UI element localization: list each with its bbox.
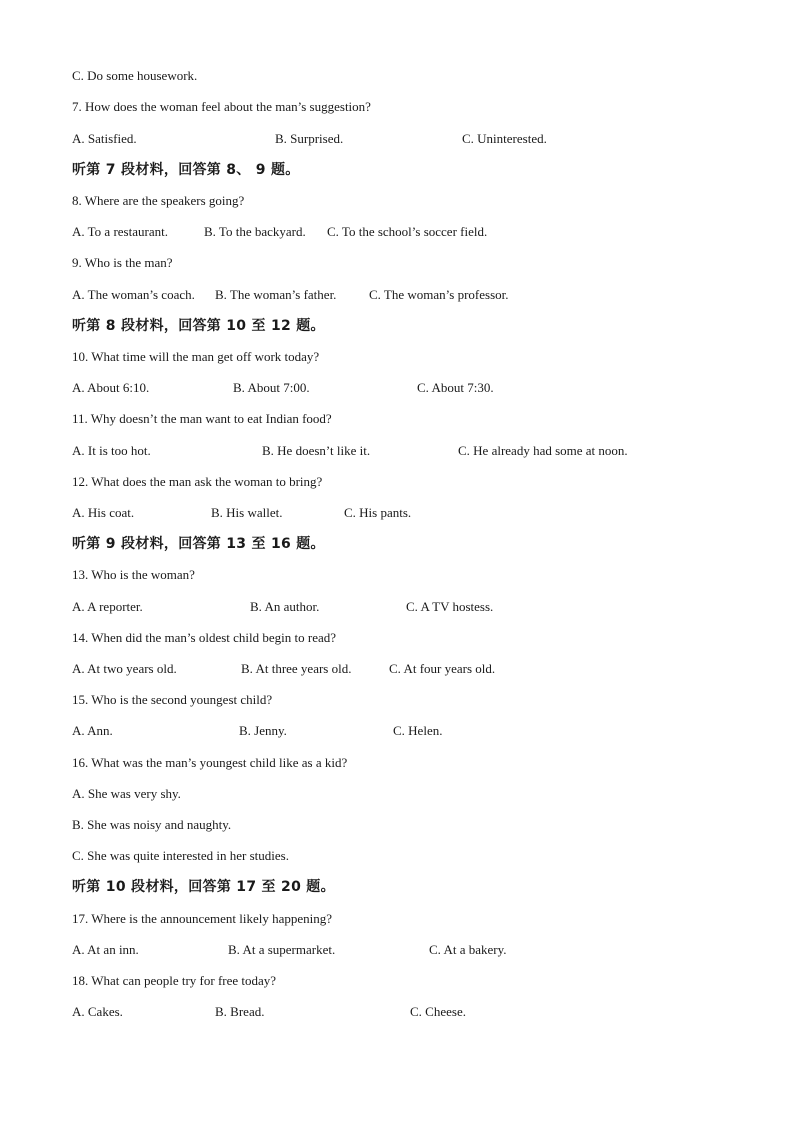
q15-option-a: A. Ann. xyxy=(72,723,113,738)
section-7-heading: 听第 7 段材料，回答第 8、 9 题。 xyxy=(72,162,300,178)
section-9-heading: 听第 9 段材料，回答第 13 至 16 题。 xyxy=(72,536,325,552)
q15-option-c: C. Helen. xyxy=(393,723,443,738)
q12-option-b: B. His wallet. xyxy=(211,505,283,520)
q9-option-b: B. The woman’s father. xyxy=(215,287,337,302)
q8-option-b: B. To the backyard. xyxy=(204,224,306,239)
q18-option-a: A. Cakes. xyxy=(72,1004,123,1019)
q12-question: 12. What does the man ask the woman to bring? xyxy=(72,474,323,489)
q10-question: 10. What time will the man get off work today? xyxy=(72,349,320,364)
q12-option-c: C. His pants. xyxy=(344,505,412,520)
q8-question: 8. Where are the speakers going? xyxy=(72,193,245,208)
q9-question: 9. Who is the man? xyxy=(72,255,173,270)
q17-option-b: B. At a supermarket. xyxy=(228,942,336,957)
q13-option-a: A. A reporter. xyxy=(72,599,143,614)
q18-option-b: B. Bread. xyxy=(215,1004,265,1019)
q15-option-b: B. Jenny. xyxy=(239,723,287,738)
section-8-heading: 听第 8 段材料，回答第 10 至 12 题。 xyxy=(72,318,325,334)
q17-question: 17. Where is the announcement likely happening? xyxy=(72,911,333,926)
q7-option-c: C. Uninterested. xyxy=(462,131,547,146)
q10-option-b: B. About 7:00. xyxy=(233,380,310,395)
q16-option-a: A. She was very shy. xyxy=(72,786,181,801)
q15-question: 15. Who is the second youngest child? xyxy=(72,692,273,707)
q18-option-c: C. Cheese. xyxy=(410,1004,466,1019)
q13-option-b: B. An author. xyxy=(250,599,320,614)
q17-option-c: C. At a bakery. xyxy=(429,942,507,957)
q13-question: 13. Who is the woman? xyxy=(72,567,195,582)
q11-option-a: A. It is too hot. xyxy=(72,443,151,458)
q12-option-a: A. His coat. xyxy=(72,505,135,520)
q11-option-c: C. He already had some at noon. xyxy=(458,443,628,458)
q18-question: 18. What can people try for free today? xyxy=(72,973,277,988)
q14-question: 14. When did the man’s oldest child begin to read? xyxy=(72,630,337,645)
q7-option-a: A. Satisfied. xyxy=(72,131,137,146)
q10-option-a: A. About 6:10. xyxy=(72,380,150,395)
q8-option-c: C. To the school’s soccer field. xyxy=(327,224,488,239)
q7-question: 7. How does the woman feel about the man’s suggestion? xyxy=(72,99,371,114)
q10-option-c: C. About 7:30. xyxy=(417,380,494,395)
q7-option-b: B. Surprised. xyxy=(275,131,344,146)
q8-option-a: A. To a restaurant. xyxy=(72,224,168,239)
q13-option-c: C. A TV hostess. xyxy=(406,599,494,614)
q17-option-a: A. At an inn. xyxy=(72,942,139,957)
q14-option-c: C. At four years old. xyxy=(389,661,496,676)
section-10-heading: 听第 10 段材料，回答第 17 至 20 题。 xyxy=(72,879,335,895)
q16-option-b: B. She was noisy and naughty. xyxy=(72,817,232,832)
q16-question: 16. What was the man’s youngest child like as a kid? xyxy=(72,755,348,770)
q9-option-a: A. The woman’s coach. xyxy=(72,287,195,302)
q11-option-b: B. He doesn’t like it. xyxy=(262,443,371,458)
q16-option-c: C. She was quite interested in her studies. xyxy=(72,848,289,863)
q6-option-c: C. Do some housework. xyxy=(72,68,198,83)
q14-option-b: B. At three years old. xyxy=(241,661,352,676)
q14-option-a: A. At two years old. xyxy=(72,661,177,676)
q11-question: 11. Why doesn’t the man want to eat Indian food? xyxy=(72,411,332,426)
q9-option-c: C. The woman’s professor. xyxy=(369,287,509,302)
